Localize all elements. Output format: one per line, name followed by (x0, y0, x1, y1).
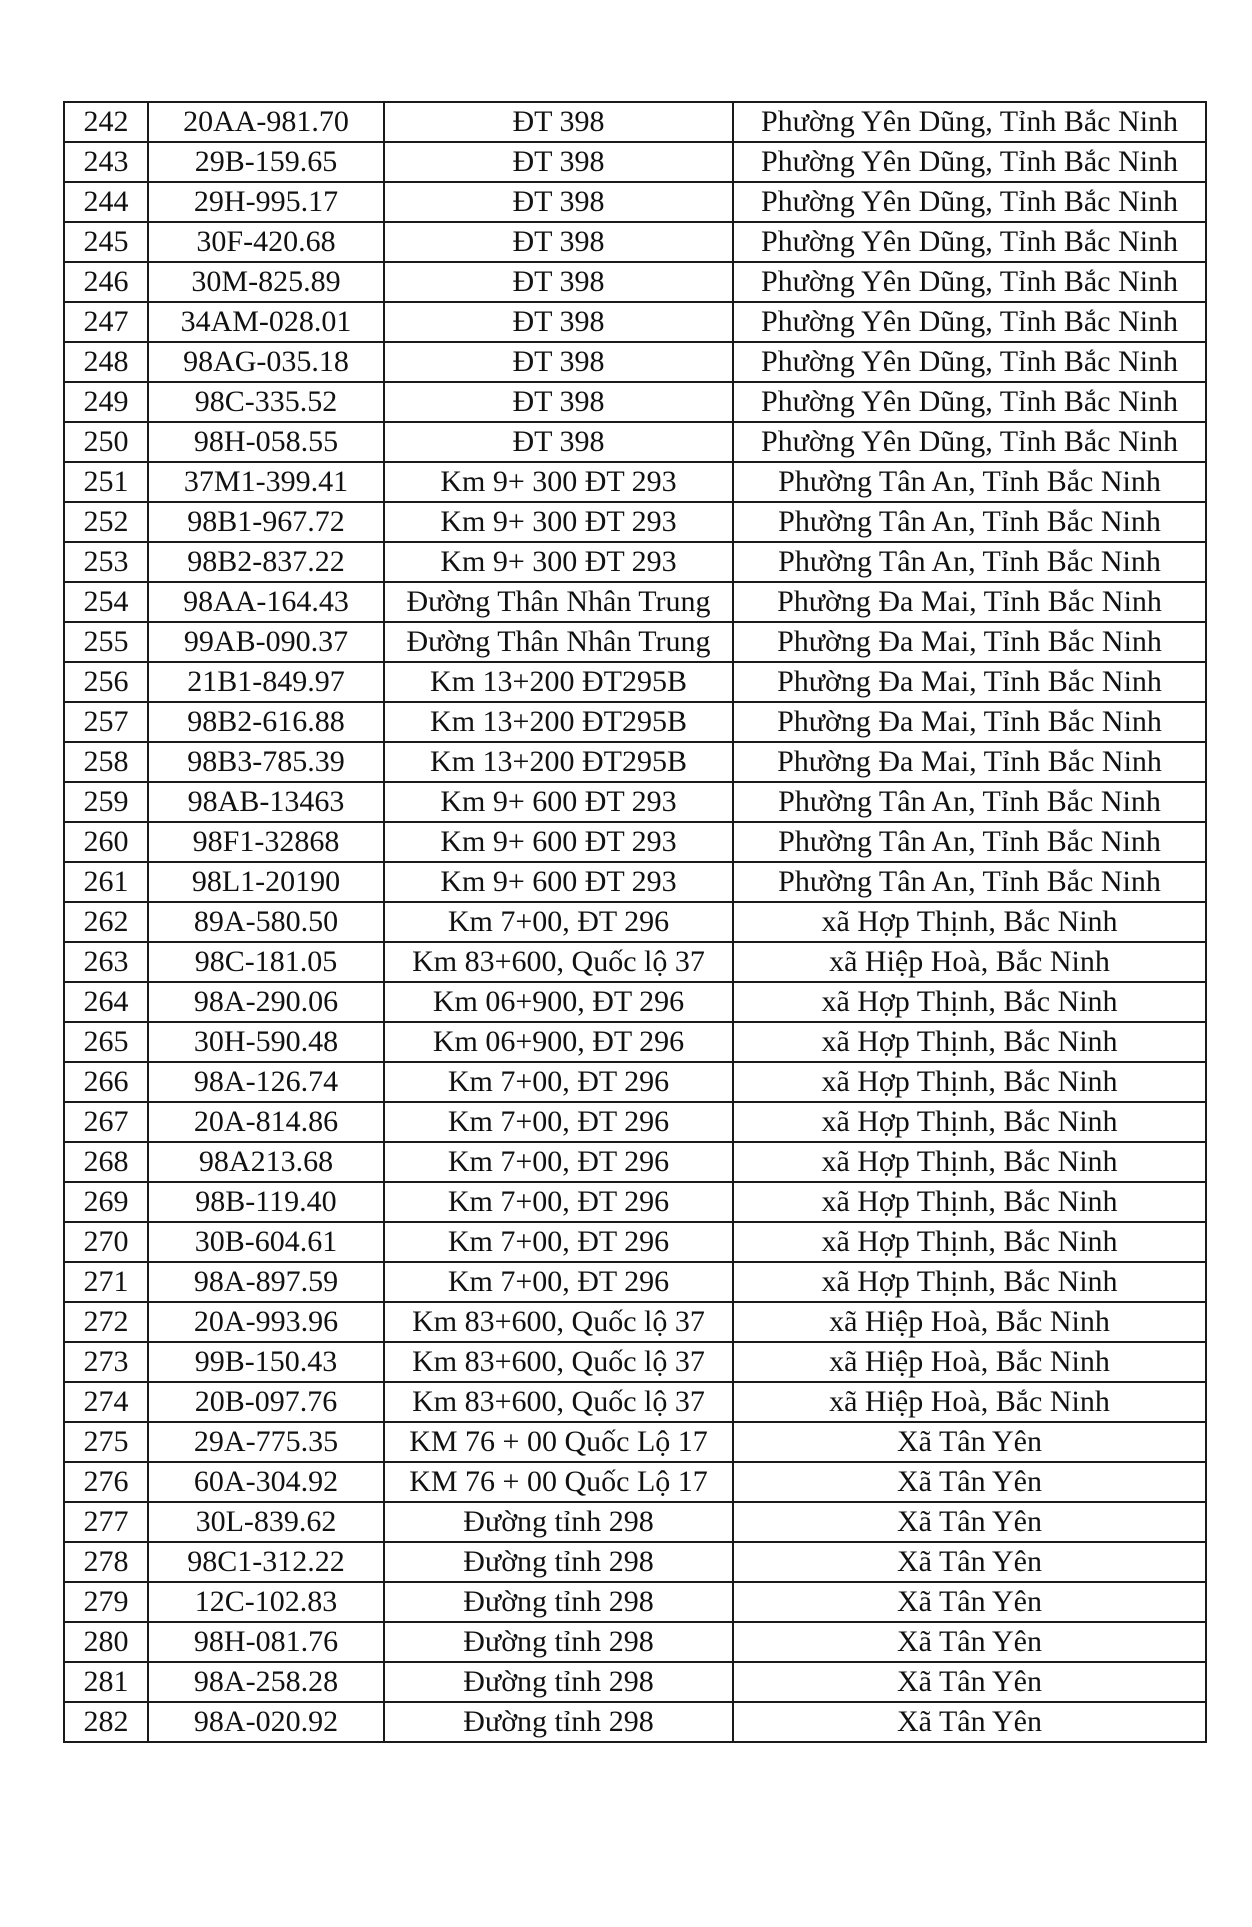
violation-location-cell: ĐT 398 (384, 262, 733, 302)
row-number-cell: 243 (64, 142, 148, 182)
table-row (64, 1582, 1206, 1622)
administrative-unit-cell: Phường Đa Mai, Tỉnh Bắc Ninh (733, 662, 1206, 702)
administrative-unit-cell: Xã Tân Yên (733, 1702, 1206, 1742)
row-number-cell: 246 (64, 262, 148, 302)
violation-location-cell: Km 9+ 300 ĐT 293 (384, 502, 733, 542)
row-number-cell: 270 (64, 1222, 148, 1262)
license-plate-cell: 21B1-849.97 (148, 662, 384, 702)
table-row (64, 1542, 1206, 1582)
table-row (64, 782, 1206, 822)
table-row (64, 102, 1206, 142)
table-row (64, 1102, 1206, 1142)
table-row (64, 1262, 1206, 1302)
table-row (64, 262, 1206, 302)
administrative-unit-cell: Phường Yên Dũng, Tỉnh Bắc Ninh (733, 422, 1206, 462)
license-plate-cell: 99B-150.43 (148, 1342, 384, 1382)
license-plate-cell: 20A-814.86 (148, 1102, 384, 1142)
violation-location-cell: KM 76 + 00 Quốc Lộ 17 (384, 1462, 733, 1502)
administrative-unit-cell: xã Hợp Thịnh, Bắc Ninh (733, 1182, 1206, 1222)
license-plate-cell: 98AA-164.43 (148, 582, 384, 622)
table-row (64, 622, 1206, 662)
row-number-cell: 282 (64, 1702, 148, 1742)
violation-location-cell: Km 9+ 300 ĐT 293 (384, 462, 733, 502)
license-plate-cell: 29H-995.17 (148, 182, 384, 222)
license-plate-cell: 98L1-20190 (148, 862, 384, 902)
table-body (64, 102, 1206, 1742)
violation-location-cell: Đường tỉnh 298 (384, 1502, 733, 1542)
row-number-cell: 280 (64, 1622, 148, 1662)
administrative-unit-cell: Xã Tân Yên (733, 1582, 1206, 1622)
violation-location-cell: Km 9+ 300 ĐT 293 (384, 542, 733, 582)
row-number-cell: 276 (64, 1462, 148, 1502)
administrative-unit-cell: Phường Tân An, Tỉnh Bắc Ninh (733, 782, 1206, 822)
administrative-unit-cell: Phường Tân An, Tỉnh Bắc Ninh (733, 822, 1206, 862)
administrative-unit-cell: xã Hợp Thịnh, Bắc Ninh (733, 902, 1206, 942)
violation-location-cell: Km 13+200 ĐT295B (384, 662, 733, 702)
license-plate-cell: 98H-058.55 (148, 422, 384, 462)
table-row (64, 1702, 1206, 1742)
row-number-cell: 245 (64, 222, 148, 262)
table-row (64, 982, 1206, 1022)
violation-location-cell: Km 7+00, ĐT 296 (384, 1142, 733, 1182)
violation-location-cell: Đường tỉnh 298 (384, 1582, 733, 1622)
violation-location-cell: ĐT 398 (384, 302, 733, 342)
administrative-unit-cell: Phường Tân An, Tỉnh Bắc Ninh (733, 462, 1206, 502)
row-number-cell: 278 (64, 1542, 148, 1582)
row-number-cell: 257 (64, 702, 148, 742)
violation-location-cell: ĐT 398 (384, 182, 733, 222)
license-plate-cell: 98C1-312.22 (148, 1542, 384, 1582)
row-number-cell: 273 (64, 1342, 148, 1382)
row-number-cell: 251 (64, 462, 148, 502)
table-row (64, 302, 1206, 342)
table-row (64, 1062, 1206, 1102)
administrative-unit-cell: Phường Tân An, Tỉnh Bắc Ninh (733, 862, 1206, 902)
table-row (64, 822, 1206, 862)
row-number-cell: 247 (64, 302, 148, 342)
row-number-cell: 253 (64, 542, 148, 582)
table-row (64, 1302, 1206, 1342)
row-number-cell: 263 (64, 942, 148, 982)
administrative-unit-cell: Phường Đa Mai, Tỉnh Bắc Ninh (733, 742, 1206, 782)
license-plate-cell: 30F-420.68 (148, 222, 384, 262)
administrative-unit-cell: Phường Tân An, Tỉnh Bắc Ninh (733, 502, 1206, 542)
administrative-unit-cell: Phường Yên Dũng, Tỉnh Bắc Ninh (733, 342, 1206, 382)
row-number-cell: 249 (64, 382, 148, 422)
table-row (64, 1502, 1206, 1542)
administrative-unit-cell: xã Hiệp Hoà, Bắc Ninh (733, 1342, 1206, 1382)
row-number-cell: 260 (64, 822, 148, 862)
table-row (64, 582, 1206, 622)
row-number-cell: 275 (64, 1422, 148, 1462)
administrative-unit-cell: Phường Yên Dũng, Tỉnh Bắc Ninh (733, 302, 1206, 342)
license-plate-cell: 98B3-785.39 (148, 742, 384, 782)
violation-location-cell: ĐT 398 (384, 102, 733, 142)
table-row (64, 222, 1206, 262)
violation-location-cell: ĐT 398 (384, 222, 733, 262)
administrative-unit-cell: Phường Tân An, Tỉnh Bắc Ninh (733, 542, 1206, 582)
violation-location-cell: Km 7+00, ĐT 296 (384, 1262, 733, 1302)
violation-location-cell: Km 83+600, Quốc lộ 37 (384, 1302, 733, 1342)
row-number-cell: 264 (64, 982, 148, 1022)
violation-location-cell: Km 06+900, ĐT 296 (384, 982, 733, 1022)
violation-location-cell: KM 76 + 00 Quốc Lộ 17 (384, 1422, 733, 1462)
table-row (64, 182, 1206, 222)
license-plate-cell: 98F1-32868 (148, 822, 384, 862)
row-number-cell: 266 (64, 1062, 148, 1102)
violation-location-cell: Km 7+00, ĐT 296 (384, 1182, 733, 1222)
table-row (64, 142, 1206, 182)
row-number-cell: 277 (64, 1502, 148, 1542)
table-row (64, 942, 1206, 982)
table-row (64, 702, 1206, 742)
license-plate-cell: 20AA-981.70 (148, 102, 384, 142)
row-number-cell: 242 (64, 102, 148, 142)
license-plate-cell: 98B1-967.72 (148, 502, 384, 542)
license-plate-cell: 29B-159.65 (148, 142, 384, 182)
violation-location-cell: Đường tỉnh 298 (384, 1702, 733, 1742)
license-plate-cell: 98A-290.06 (148, 982, 384, 1022)
administrative-unit-cell: xã Hợp Thịnh, Bắc Ninh (733, 1102, 1206, 1142)
license-plate-cell: 20A-993.96 (148, 1302, 384, 1342)
license-plate-cell: 98B-119.40 (148, 1182, 384, 1222)
table-row (64, 1662, 1206, 1702)
table-row (64, 1142, 1206, 1182)
row-number-cell: 267 (64, 1102, 148, 1142)
table-row (64, 502, 1206, 542)
violation-location-cell: Km 7+00, ĐT 296 (384, 902, 733, 942)
license-plate-cell: 30B-604.61 (148, 1222, 384, 1262)
row-number-cell: 256 (64, 662, 148, 702)
administrative-unit-cell: Xã Tân Yên (733, 1622, 1206, 1662)
row-number-cell: 281 (64, 1662, 148, 1702)
row-number-cell: 262 (64, 902, 148, 942)
administrative-unit-cell: Xã Tân Yên (733, 1462, 1206, 1502)
violation-location-cell: ĐT 398 (384, 422, 733, 462)
violation-location-cell: Km 06+900, ĐT 296 (384, 1022, 733, 1062)
table-row (64, 462, 1206, 502)
row-number-cell: 265 (64, 1022, 148, 1062)
violation-location-cell: Km 9+ 600 ĐT 293 (384, 822, 733, 862)
administrative-unit-cell: xã Hợp Thịnh, Bắc Ninh (733, 1062, 1206, 1102)
table-row (64, 1462, 1206, 1502)
violation-location-cell: ĐT 398 (384, 382, 733, 422)
violation-location-cell: Đường tỉnh 298 (384, 1542, 733, 1582)
administrative-unit-cell: xã Hợp Thịnh, Bắc Ninh (733, 1262, 1206, 1302)
license-plate-cell: 98C-181.05 (148, 942, 384, 982)
violation-location-cell: Đường Thân Nhân Trung (384, 622, 733, 662)
table-row (64, 1182, 1206, 1222)
administrative-unit-cell: Xã Tân Yên (733, 1542, 1206, 1582)
row-number-cell: 258 (64, 742, 148, 782)
violation-location-cell: Km 83+600, Quốc lộ 37 (384, 942, 733, 982)
license-plate-cell: 98B2-616.88 (148, 702, 384, 742)
administrative-unit-cell: Xã Tân Yên (733, 1662, 1206, 1702)
administrative-unit-cell: Phường Yên Dũng, Tỉnh Bắc Ninh (733, 382, 1206, 422)
table-row (64, 1342, 1206, 1382)
administrative-unit-cell: Phường Yên Dũng, Tỉnh Bắc Ninh (733, 102, 1206, 142)
violation-location-cell: Km 9+ 600 ĐT 293 (384, 862, 733, 902)
administrative-unit-cell: Phường Đa Mai, Tỉnh Bắc Ninh (733, 582, 1206, 622)
document-page (63, 101, 1205, 1743)
administrative-unit-cell: xã Hợp Thịnh, Bắc Ninh (733, 1222, 1206, 1262)
table-row (64, 742, 1206, 782)
table-row (64, 382, 1206, 422)
administrative-unit-cell: Phường Yên Dũng, Tỉnh Bắc Ninh (733, 222, 1206, 262)
violation-location-cell: Km 7+00, ĐT 296 (384, 1222, 733, 1262)
violation-location-cell: Km 13+200 ĐT295B (384, 742, 733, 782)
row-number-cell: 268 (64, 1142, 148, 1182)
license-plate-cell: 34AM-028.01 (148, 302, 384, 342)
administrative-unit-cell: xã Hiệp Hoà, Bắc Ninh (733, 942, 1206, 982)
license-plate-cell: 89A-580.50 (148, 902, 384, 942)
row-number-cell: 259 (64, 782, 148, 822)
administrative-unit-cell: Phường Yên Dũng, Tỉnh Bắc Ninh (733, 142, 1206, 182)
license-plate-cell: 98A-897.59 (148, 1262, 384, 1302)
row-number-cell: 272 (64, 1302, 148, 1342)
administrative-unit-cell: xã Hợp Thịnh, Bắc Ninh (733, 982, 1206, 1022)
table-row (64, 1422, 1206, 1462)
license-plate-cell: 98A-126.74 (148, 1062, 384, 1102)
violation-location-cell: Đường Thân Nhân Trung (384, 582, 733, 622)
violation-location-cell: Km 13+200 ĐT295B (384, 702, 733, 742)
license-plate-cell: 20B-097.76 (148, 1382, 384, 1422)
administrative-unit-cell: Xã Tân Yên (733, 1422, 1206, 1462)
row-number-cell: 254 (64, 582, 148, 622)
license-plate-cell: 99AB-090.37 (148, 622, 384, 662)
license-plate-cell: 29A-775.35 (148, 1422, 384, 1462)
violation-location-cell: Km 83+600, Quốc lộ 37 (384, 1342, 733, 1382)
table-row (64, 342, 1206, 382)
license-plate-cell: 37M1-399.41 (148, 462, 384, 502)
violation-location-cell: Đường tỉnh 298 (384, 1662, 733, 1702)
table-row (64, 1222, 1206, 1262)
violation-location-cell: Đường tỉnh 298 (384, 1622, 733, 1662)
administrative-unit-cell: Phường Đa Mai, Tỉnh Bắc Ninh (733, 622, 1206, 662)
row-number-cell: 252 (64, 502, 148, 542)
violation-location-cell: Km 9+ 600 ĐT 293 (384, 782, 733, 822)
administrative-unit-cell: Xã Tân Yên (733, 1502, 1206, 1542)
license-plate-cell: 30L-839.62 (148, 1502, 384, 1542)
table-row (64, 662, 1206, 702)
administrative-unit-cell: xã Hợp Thịnh, Bắc Ninh (733, 1022, 1206, 1062)
table-row (64, 1022, 1206, 1062)
row-number-cell: 248 (64, 342, 148, 382)
license-plate-cell: 98AG-035.18 (148, 342, 384, 382)
violation-location-cell: Km 83+600, Quốc lộ 37 (384, 1382, 733, 1422)
table-row (64, 862, 1206, 902)
violation-location-cell: ĐT 398 (384, 142, 733, 182)
license-plate-cell: 98AB-13463 (148, 782, 384, 822)
violation-location-cell: Km 7+00, ĐT 296 (384, 1102, 733, 1142)
table-row (64, 1622, 1206, 1662)
table-row (64, 902, 1206, 942)
row-number-cell: 269 (64, 1182, 148, 1222)
row-number-cell: 279 (64, 1582, 148, 1622)
row-number-cell: 255 (64, 622, 148, 662)
table-row (64, 542, 1206, 582)
license-plate-cell: 30M-825.89 (148, 262, 384, 302)
table-row (64, 422, 1206, 462)
license-plate-cell: 98C-335.52 (148, 382, 384, 422)
administrative-unit-cell: xã Hiệp Hoà, Bắc Ninh (733, 1382, 1206, 1422)
administrative-unit-cell: Phường Yên Dũng, Tỉnh Bắc Ninh (733, 262, 1206, 302)
administrative-unit-cell: xã Hợp Thịnh, Bắc Ninh (733, 1142, 1206, 1182)
row-number-cell: 261 (64, 862, 148, 902)
row-number-cell: 271 (64, 1262, 148, 1302)
license-plate-cell: 30H-590.48 (148, 1022, 384, 1062)
license-plate-cell: 98H-081.76 (148, 1622, 384, 1662)
license-plate-cell: 98B2-837.22 (148, 542, 384, 582)
violations-table (63, 101, 1207, 1743)
license-plate-cell: 60A-304.92 (148, 1462, 384, 1502)
row-number-cell: 244 (64, 182, 148, 222)
license-plate-cell: 12C-102.83 (148, 1582, 384, 1622)
table-row (64, 1382, 1206, 1422)
administrative-unit-cell: Phường Yên Dũng, Tỉnh Bắc Ninh (733, 182, 1206, 222)
administrative-unit-cell: Phường Đa Mai, Tỉnh Bắc Ninh (733, 702, 1206, 742)
row-number-cell: 274 (64, 1382, 148, 1422)
license-plate-cell: 98A-020.92 (148, 1702, 384, 1742)
violation-location-cell: ĐT 398 (384, 342, 733, 382)
violation-location-cell: Km 7+00, ĐT 296 (384, 1062, 733, 1102)
license-plate-cell: 98A-258.28 (148, 1662, 384, 1702)
row-number-cell: 250 (64, 422, 148, 462)
license-plate-cell: 98A213.68 (148, 1142, 384, 1182)
administrative-unit-cell: xã Hiệp Hoà, Bắc Ninh (733, 1302, 1206, 1342)
